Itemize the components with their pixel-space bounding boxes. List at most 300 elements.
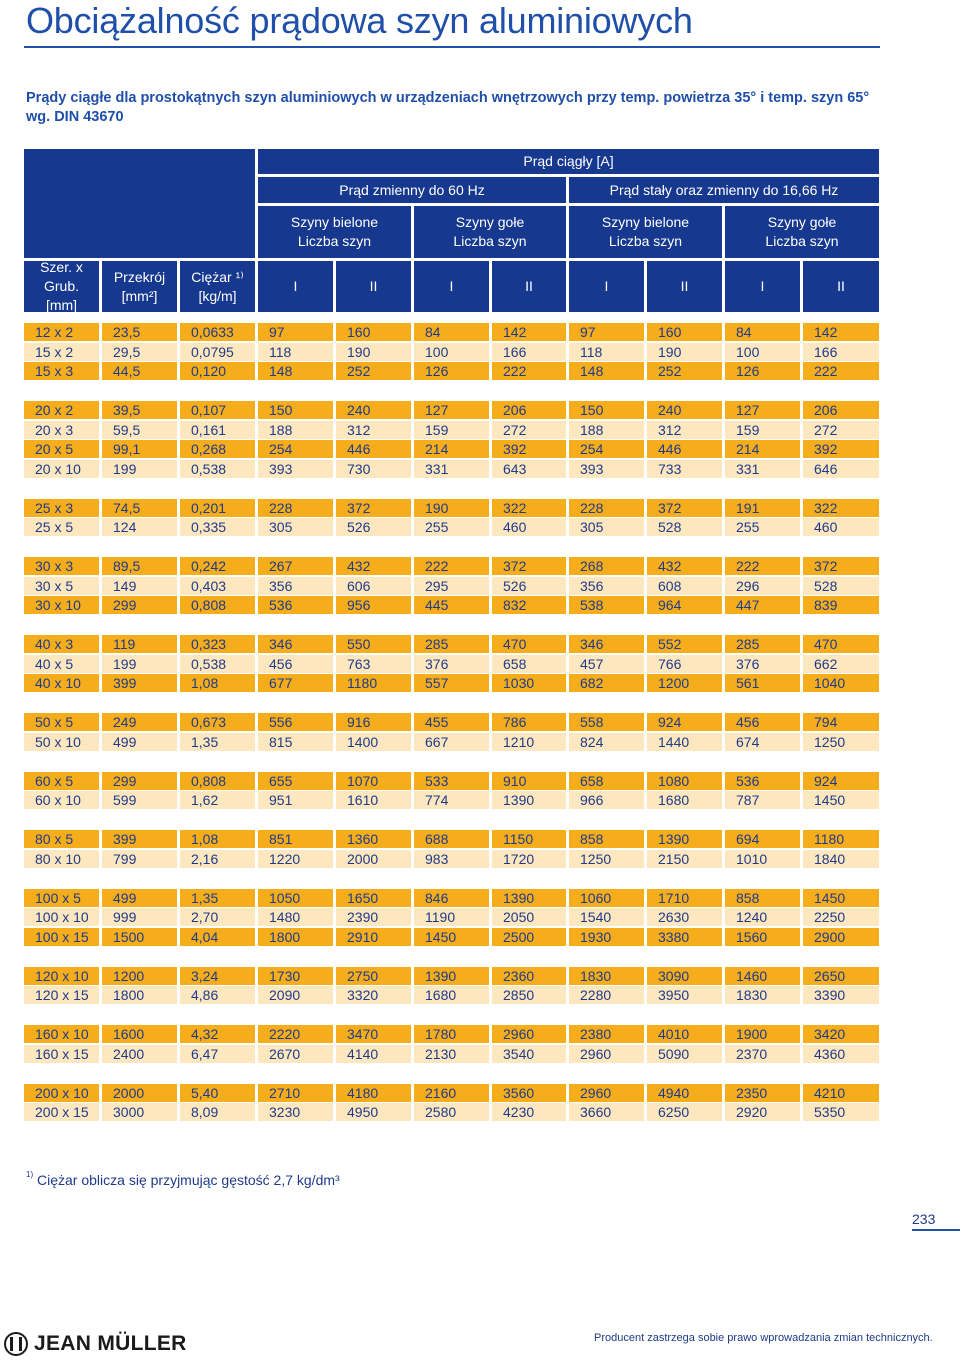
table-cell: 2280	[569, 986, 644, 1004]
table-cell: 526	[336, 518, 411, 536]
table-cell: 1390	[492, 889, 566, 907]
table-cell: 951	[258, 791, 333, 809]
table-cell: 2150	[647, 850, 722, 868]
table-subtitle: Prądy ciągłe dla prostokątnych szyn aluminiowych w urządzeniach wnętrzowych przy temp. powietrza 35° i temp. szyn 65° wg. DIN 43670	[26, 90, 870, 125]
table-cell: 667	[414, 733, 489, 751]
table-cell: 655	[258, 772, 333, 790]
table-cell-size: 40 x 5	[24, 655, 99, 673]
table-cell: 558	[569, 713, 644, 731]
header-dc-painted: Szyny bielone Liczba szyn	[569, 206, 722, 258]
table-cell: 0,673	[180, 713, 255, 731]
table-cell: 1720	[492, 850, 566, 868]
table-cell: 694	[725, 830, 800, 848]
table-cell: 846	[414, 889, 489, 907]
table-cell-size: 12 x 2	[24, 323, 99, 341]
table-cell: 240	[336, 401, 411, 419]
header-cross: Przekrój [mm²]	[102, 261, 177, 312]
table-cell: 1390	[492, 791, 566, 809]
header-ac-bare: Szyny gołe Liczba szyn	[414, 206, 566, 258]
table-cell: 643	[492, 460, 566, 478]
table-cell-size: 30 x 10	[24, 596, 99, 614]
table-cell: 0,808	[180, 596, 255, 614]
table-cell: 8,09	[180, 1103, 255, 1121]
table-cell: 2090	[258, 986, 333, 1004]
table-cell: 1650	[336, 889, 411, 907]
table-cell: 2400	[102, 1045, 177, 1063]
table-cell: 3660	[569, 1103, 644, 1121]
table-cell: 295	[414, 577, 489, 595]
table-cell: 0,403	[180, 577, 255, 595]
table-cell: 3420	[803, 1025, 879, 1043]
table-cell: 499	[102, 733, 177, 751]
table-cell-size: 100 x 10	[24, 908, 99, 926]
brand-logo-text: JEAN MÜLLER	[34, 1332, 187, 1355]
page-number-rule	[912, 1229, 960, 1231]
table-cell: 446	[336, 440, 411, 458]
table-cell: 126	[414, 362, 489, 380]
table-cell: 142	[492, 323, 566, 341]
table-cell: 1,08	[180, 674, 255, 692]
table-cell: 682	[569, 674, 644, 692]
table-cell: 372	[336, 499, 411, 517]
table-cell: 956	[336, 596, 411, 614]
table-cell-size: 40 x 10	[24, 674, 99, 692]
table-cell: 254	[569, 440, 644, 458]
table-cell: 470	[492, 635, 566, 653]
table-cell: 2370	[725, 1045, 800, 1063]
header-count-4: II	[492, 261, 566, 312]
table-cell: 766	[647, 655, 722, 673]
table-cell: 2960	[569, 1084, 644, 1102]
table-cell: 44,5	[102, 362, 177, 380]
table-cell: 447	[725, 596, 800, 614]
table-cell: 556	[258, 713, 333, 731]
table-cell: 1800	[258, 928, 333, 946]
table-cell: 2580	[414, 1103, 489, 1121]
table-cell: 97	[258, 323, 333, 341]
table-cell: 2920	[725, 1103, 800, 1121]
table-cell: 1680	[647, 791, 722, 809]
table-cell: 4210	[803, 1084, 879, 1102]
table-cell: 1450	[414, 928, 489, 946]
table-cell-size: 20 x 5	[24, 440, 99, 458]
table-cell: 2650	[803, 967, 879, 985]
table-cell: 910	[492, 772, 566, 790]
table-cell: 858	[569, 830, 644, 848]
disclaimer: Producent zastrzega sobie prawo wprowadzania zmian technicznych.	[594, 1332, 933, 1344]
table-cell: 999	[102, 908, 177, 926]
table-cell: 658	[492, 655, 566, 673]
table-cell: 1180	[336, 674, 411, 692]
table-cell: 536	[258, 596, 333, 614]
table-cell: 1,35	[180, 889, 255, 907]
brand-logo	[4, 1332, 187, 1356]
table-cell: 456	[258, 655, 333, 673]
table-cell: 432	[647, 557, 722, 575]
table-cell: 3320	[336, 986, 411, 1004]
table-cell: 3540	[492, 1045, 566, 1063]
table-cell: 3380	[647, 928, 722, 946]
table-cell: 1710	[647, 889, 722, 907]
header-ac: Prąd zmienny do 60 Hz	[258, 177, 566, 203]
table-cell: 100	[725, 343, 800, 361]
table-cell: 322	[492, 499, 566, 517]
table-cell: 0,242	[180, 557, 255, 575]
table-cell-size: 80 x 10	[24, 850, 99, 868]
table-cell: 1180	[803, 830, 879, 848]
table-cell: 1600	[102, 1025, 177, 1043]
table-cell: 299	[102, 596, 177, 614]
table-cell-size: 20 x 2	[24, 401, 99, 419]
table-cell: 393	[258, 460, 333, 478]
table-cell: 786	[492, 713, 566, 731]
table-cell: 149	[102, 577, 177, 595]
table-cell: 1780	[414, 1025, 489, 1043]
table-cell: 4230	[492, 1103, 566, 1121]
table-cell: 392	[492, 440, 566, 458]
table-cell: 392	[803, 440, 879, 458]
table-cell: 455	[414, 713, 489, 731]
table-cell: 252	[647, 362, 722, 380]
table-cell: 127	[725, 401, 800, 419]
table-cell: 372	[803, 557, 879, 575]
table-cell: 5090	[647, 1045, 722, 1063]
table-cell: 166	[492, 343, 566, 361]
table-cell: 0,107	[180, 401, 255, 419]
table-cell: 557	[414, 674, 489, 692]
table-cell: 646	[803, 460, 879, 478]
table-cell: 606	[336, 577, 411, 595]
table-cell: 1840	[803, 850, 879, 868]
table-cell: 160	[336, 323, 411, 341]
table-cell: 528	[803, 577, 879, 595]
table-cell-size: 50 x 10	[24, 733, 99, 751]
table-cell: 4950	[336, 1103, 411, 1121]
table-cell: 23,5	[102, 323, 177, 341]
table-cell: 1800	[102, 986, 177, 1004]
table-cell: 84	[725, 323, 800, 341]
header-left-block	[24, 149, 255, 258]
table-cell: 255	[725, 518, 800, 536]
table-cell: 312	[336, 421, 411, 439]
table-cell: 0,120	[180, 362, 255, 380]
table-cell: 2630	[647, 908, 722, 926]
table-cell: 222	[803, 362, 879, 380]
table-cell-size: 20 x 3	[24, 421, 99, 439]
table-cell: 118	[258, 343, 333, 361]
table-cell: 2850	[492, 986, 566, 1004]
table-cell: 399	[102, 674, 177, 692]
table-cell: 1560	[725, 928, 800, 946]
table-cell: 3230	[258, 1103, 333, 1121]
table-cell: 4140	[336, 1045, 411, 1063]
table-cell: 1220	[258, 850, 333, 868]
table-cell: 59,5	[102, 421, 177, 439]
table-cell-size: 15 x 2	[24, 343, 99, 361]
table-cell: 1390	[414, 967, 489, 985]
table-cell: 924	[803, 772, 879, 790]
table-cell: 372	[647, 499, 722, 517]
table-cell: 267	[258, 557, 333, 575]
header-continuous: Prąd ciągły [A]	[258, 149, 879, 174]
table-cell: 794	[803, 713, 879, 731]
table-cell: 658	[569, 772, 644, 790]
table-cell: 824	[569, 733, 644, 751]
table-cell: 1250	[803, 733, 879, 751]
table-cell: 100	[414, 343, 489, 361]
table-cell: 142	[803, 323, 879, 341]
table-cell-size: 40 x 3	[24, 635, 99, 653]
table-cell: 832	[492, 596, 566, 614]
table-cell: 126	[725, 362, 800, 380]
table-cell: 190	[414, 499, 489, 517]
table-cell: 356	[569, 577, 644, 595]
table-cell: 0,0633	[180, 323, 255, 341]
table-cell-size: 100 x 15	[24, 928, 99, 946]
table-cell: 127	[414, 401, 489, 419]
header-size: Szer. x Grub. [mm]	[24, 261, 99, 312]
table-cell: 608	[647, 577, 722, 595]
table-cell: 2,70	[180, 908, 255, 926]
table-cell: 4180	[336, 1084, 411, 1102]
table-cell: 148	[569, 362, 644, 380]
table-cell: 252	[336, 362, 411, 380]
table-cell: 1150	[492, 830, 566, 848]
table-cell: 0,323	[180, 635, 255, 653]
table-cell: 1730	[258, 967, 333, 985]
table-cell: 97	[569, 323, 644, 341]
table-cell: 254	[258, 440, 333, 458]
table-cell: 983	[414, 850, 489, 868]
table-cell: 2350	[725, 1084, 800, 1102]
table-cell: 858	[725, 889, 800, 907]
table-cell: 0,0795	[180, 343, 255, 361]
table-cell: 0,268	[180, 440, 255, 458]
table-cell: 2670	[258, 1045, 333, 1063]
table-cell: 916	[336, 713, 411, 731]
table-cell: 39,5	[102, 401, 177, 419]
table-cell: 206	[803, 401, 879, 419]
table-cell: 118	[569, 343, 644, 361]
table-cell: 5350	[803, 1103, 879, 1121]
table-cell: 331	[414, 460, 489, 478]
table-cell: 2,16	[180, 850, 255, 868]
table-cell: 376	[725, 655, 800, 673]
table-cell: 526	[492, 577, 566, 595]
table-cell-size: 15 x 3	[24, 362, 99, 380]
table-cell: 2960	[492, 1025, 566, 1043]
table-cell: 119	[102, 635, 177, 653]
table-cell: 331	[725, 460, 800, 478]
table-cell: 815	[258, 733, 333, 751]
table-cell: 688	[414, 830, 489, 848]
page-title: Obciążalność prądowa szyn aluminiowych	[26, 0, 693, 41]
table-cell: 84	[414, 323, 489, 341]
table-cell: 528	[647, 518, 722, 536]
table-cell: 1610	[336, 791, 411, 809]
table-cell: 470	[803, 635, 879, 653]
page-number: 233	[912, 1211, 936, 1227]
table-cell-size: 200 x 10	[24, 1084, 99, 1102]
table-cell: 6,47	[180, 1045, 255, 1063]
table-cell: 1500	[102, 928, 177, 946]
table-cell: 1050	[258, 889, 333, 907]
table-cell: 552	[647, 635, 722, 653]
table-cell: 446	[647, 440, 722, 458]
table-cell: 2050	[492, 908, 566, 926]
header-dc-bare: Szyny gołe Liczba szyn	[725, 206, 879, 258]
table-cell: 662	[803, 655, 879, 673]
table-cell: 1,08	[180, 830, 255, 848]
table-cell: 1250	[569, 850, 644, 868]
table-cell: 839	[803, 596, 879, 614]
table-cell: 249	[102, 713, 177, 731]
table-cell: 214	[414, 440, 489, 458]
table-cell: 6250	[647, 1103, 722, 1121]
table-cell: 0,201	[180, 499, 255, 517]
table-cell: 1240	[725, 908, 800, 926]
table-cell: 1060	[569, 889, 644, 907]
table-cell: 4,04	[180, 928, 255, 946]
table-cell: 150	[258, 401, 333, 419]
table-cell: 5,40	[180, 1084, 255, 1102]
table-cell: 393	[569, 460, 644, 478]
table-cell: 3,24	[180, 967, 255, 985]
table-cell: 255	[414, 518, 489, 536]
table-cell: 199	[102, 460, 177, 478]
table-cell: 206	[492, 401, 566, 419]
table-cell: 4010	[647, 1025, 722, 1043]
table-cell: 1680	[414, 986, 489, 1004]
header-count-1: I	[258, 261, 333, 312]
table-cell-size: 160 x 15	[24, 1045, 99, 1063]
table-cell: 2910	[336, 928, 411, 946]
table-cell: 29,5	[102, 343, 177, 361]
table-cell: 1830	[569, 967, 644, 985]
table-cell: 1040	[803, 674, 879, 692]
table-cell: 150	[569, 401, 644, 419]
table-cell: 3090	[647, 967, 722, 985]
table-cell-size: 20 x 10	[24, 460, 99, 478]
table-cell: 1450	[803, 791, 879, 809]
table-cell: 222	[492, 362, 566, 380]
table-cell: 159	[725, 421, 800, 439]
table-cell: 1070	[336, 772, 411, 790]
table-cell: 159	[414, 421, 489, 439]
table-cell: 2220	[258, 1025, 333, 1043]
table-cell: 1900	[725, 1025, 800, 1043]
table-cell: 166	[803, 343, 879, 361]
table-cell: 346	[569, 635, 644, 653]
table-cell: 222	[725, 557, 800, 575]
table-cell: 1930	[569, 928, 644, 946]
table-cell: 730	[336, 460, 411, 478]
table-cell-size: 30 x 5	[24, 577, 99, 595]
table-cell: 74,5	[102, 499, 177, 517]
table-cell-size: 30 x 3	[24, 557, 99, 575]
table-cell: 190	[647, 343, 722, 361]
table-cell: 599	[102, 791, 177, 809]
table-cell: 966	[569, 791, 644, 809]
table-cell: 148	[258, 362, 333, 380]
header-weight: Ciężar ¹⁾ [kg/m]	[180, 261, 255, 312]
table-cell: 199	[102, 655, 177, 673]
table-cell-size: 50 x 5	[24, 713, 99, 731]
table-cell: 677	[258, 674, 333, 692]
table-cell: 356	[258, 577, 333, 595]
table-cell: 1,62	[180, 791, 255, 809]
table-cell: 1540	[569, 908, 644, 926]
table-cell: 191	[725, 499, 800, 517]
header-count-3: I	[414, 261, 489, 312]
table-cell: 240	[647, 401, 722, 419]
table-cell: 674	[725, 733, 800, 751]
table-cell: 2250	[803, 908, 879, 926]
table-cell: 0,161	[180, 421, 255, 439]
table-cell: 190	[336, 343, 411, 361]
table-cell: 733	[647, 460, 722, 478]
table-cell-size: 25 x 5	[24, 518, 99, 536]
table-cell: 268	[569, 557, 644, 575]
table-cell: 4,86	[180, 986, 255, 1004]
table-cell: 1210	[492, 733, 566, 751]
table-cell: 1,35	[180, 733, 255, 751]
table-cell: 214	[725, 440, 800, 458]
table-cell: 2000	[336, 850, 411, 868]
table-cell: 372	[492, 557, 566, 575]
table-cell: 2000	[102, 1084, 177, 1102]
table-cell: 774	[414, 791, 489, 809]
table-cell: 0,335	[180, 518, 255, 536]
table-cell: 2750	[336, 967, 411, 985]
header-ac-painted: Szyny bielone Liczba szyn	[258, 206, 411, 258]
table-cell: 1830	[725, 986, 800, 1004]
table-cell: 124	[102, 518, 177, 536]
table-cell: 2160	[414, 1084, 489, 1102]
table-cell: 787	[725, 791, 800, 809]
table-cell: 538	[569, 596, 644, 614]
header-count-8: II	[803, 261, 879, 312]
table-cell: 222	[414, 557, 489, 575]
table-cell: 2710	[258, 1084, 333, 1102]
table-cell: 1360	[336, 830, 411, 848]
table-cell: 188	[258, 421, 333, 439]
table-cell: 4940	[647, 1084, 722, 1102]
table-cell: 1480	[258, 908, 333, 926]
table-cell: 0,538	[180, 655, 255, 673]
table-cell: 0,808	[180, 772, 255, 790]
table-cell: 1450	[803, 889, 879, 907]
table-cell: 2960	[569, 1045, 644, 1063]
table-cell: 1400	[336, 733, 411, 751]
footnote: $^{1)}$ Ciężar oblicza się przyjmując gęstość 2,7 kg/dm³	[26, 1170, 340, 1188]
table-cell: 2390	[336, 908, 411, 926]
table-cell: 2360	[492, 967, 566, 985]
table-cell: 99,1	[102, 440, 177, 458]
table-cell: 851	[258, 830, 333, 848]
table-cell: 4,32	[180, 1025, 255, 1043]
table-cell: 3000	[102, 1103, 177, 1121]
table-cell: 285	[414, 635, 489, 653]
table-cell: 89,5	[102, 557, 177, 575]
table-cell: 1030	[492, 674, 566, 692]
table-cell: 561	[725, 674, 800, 692]
table-cell: 1200	[647, 674, 722, 692]
table-cell: 2500	[492, 928, 566, 946]
table-cell: 1080	[647, 772, 722, 790]
table-cell: 432	[336, 557, 411, 575]
table-cell: 346	[258, 635, 333, 653]
